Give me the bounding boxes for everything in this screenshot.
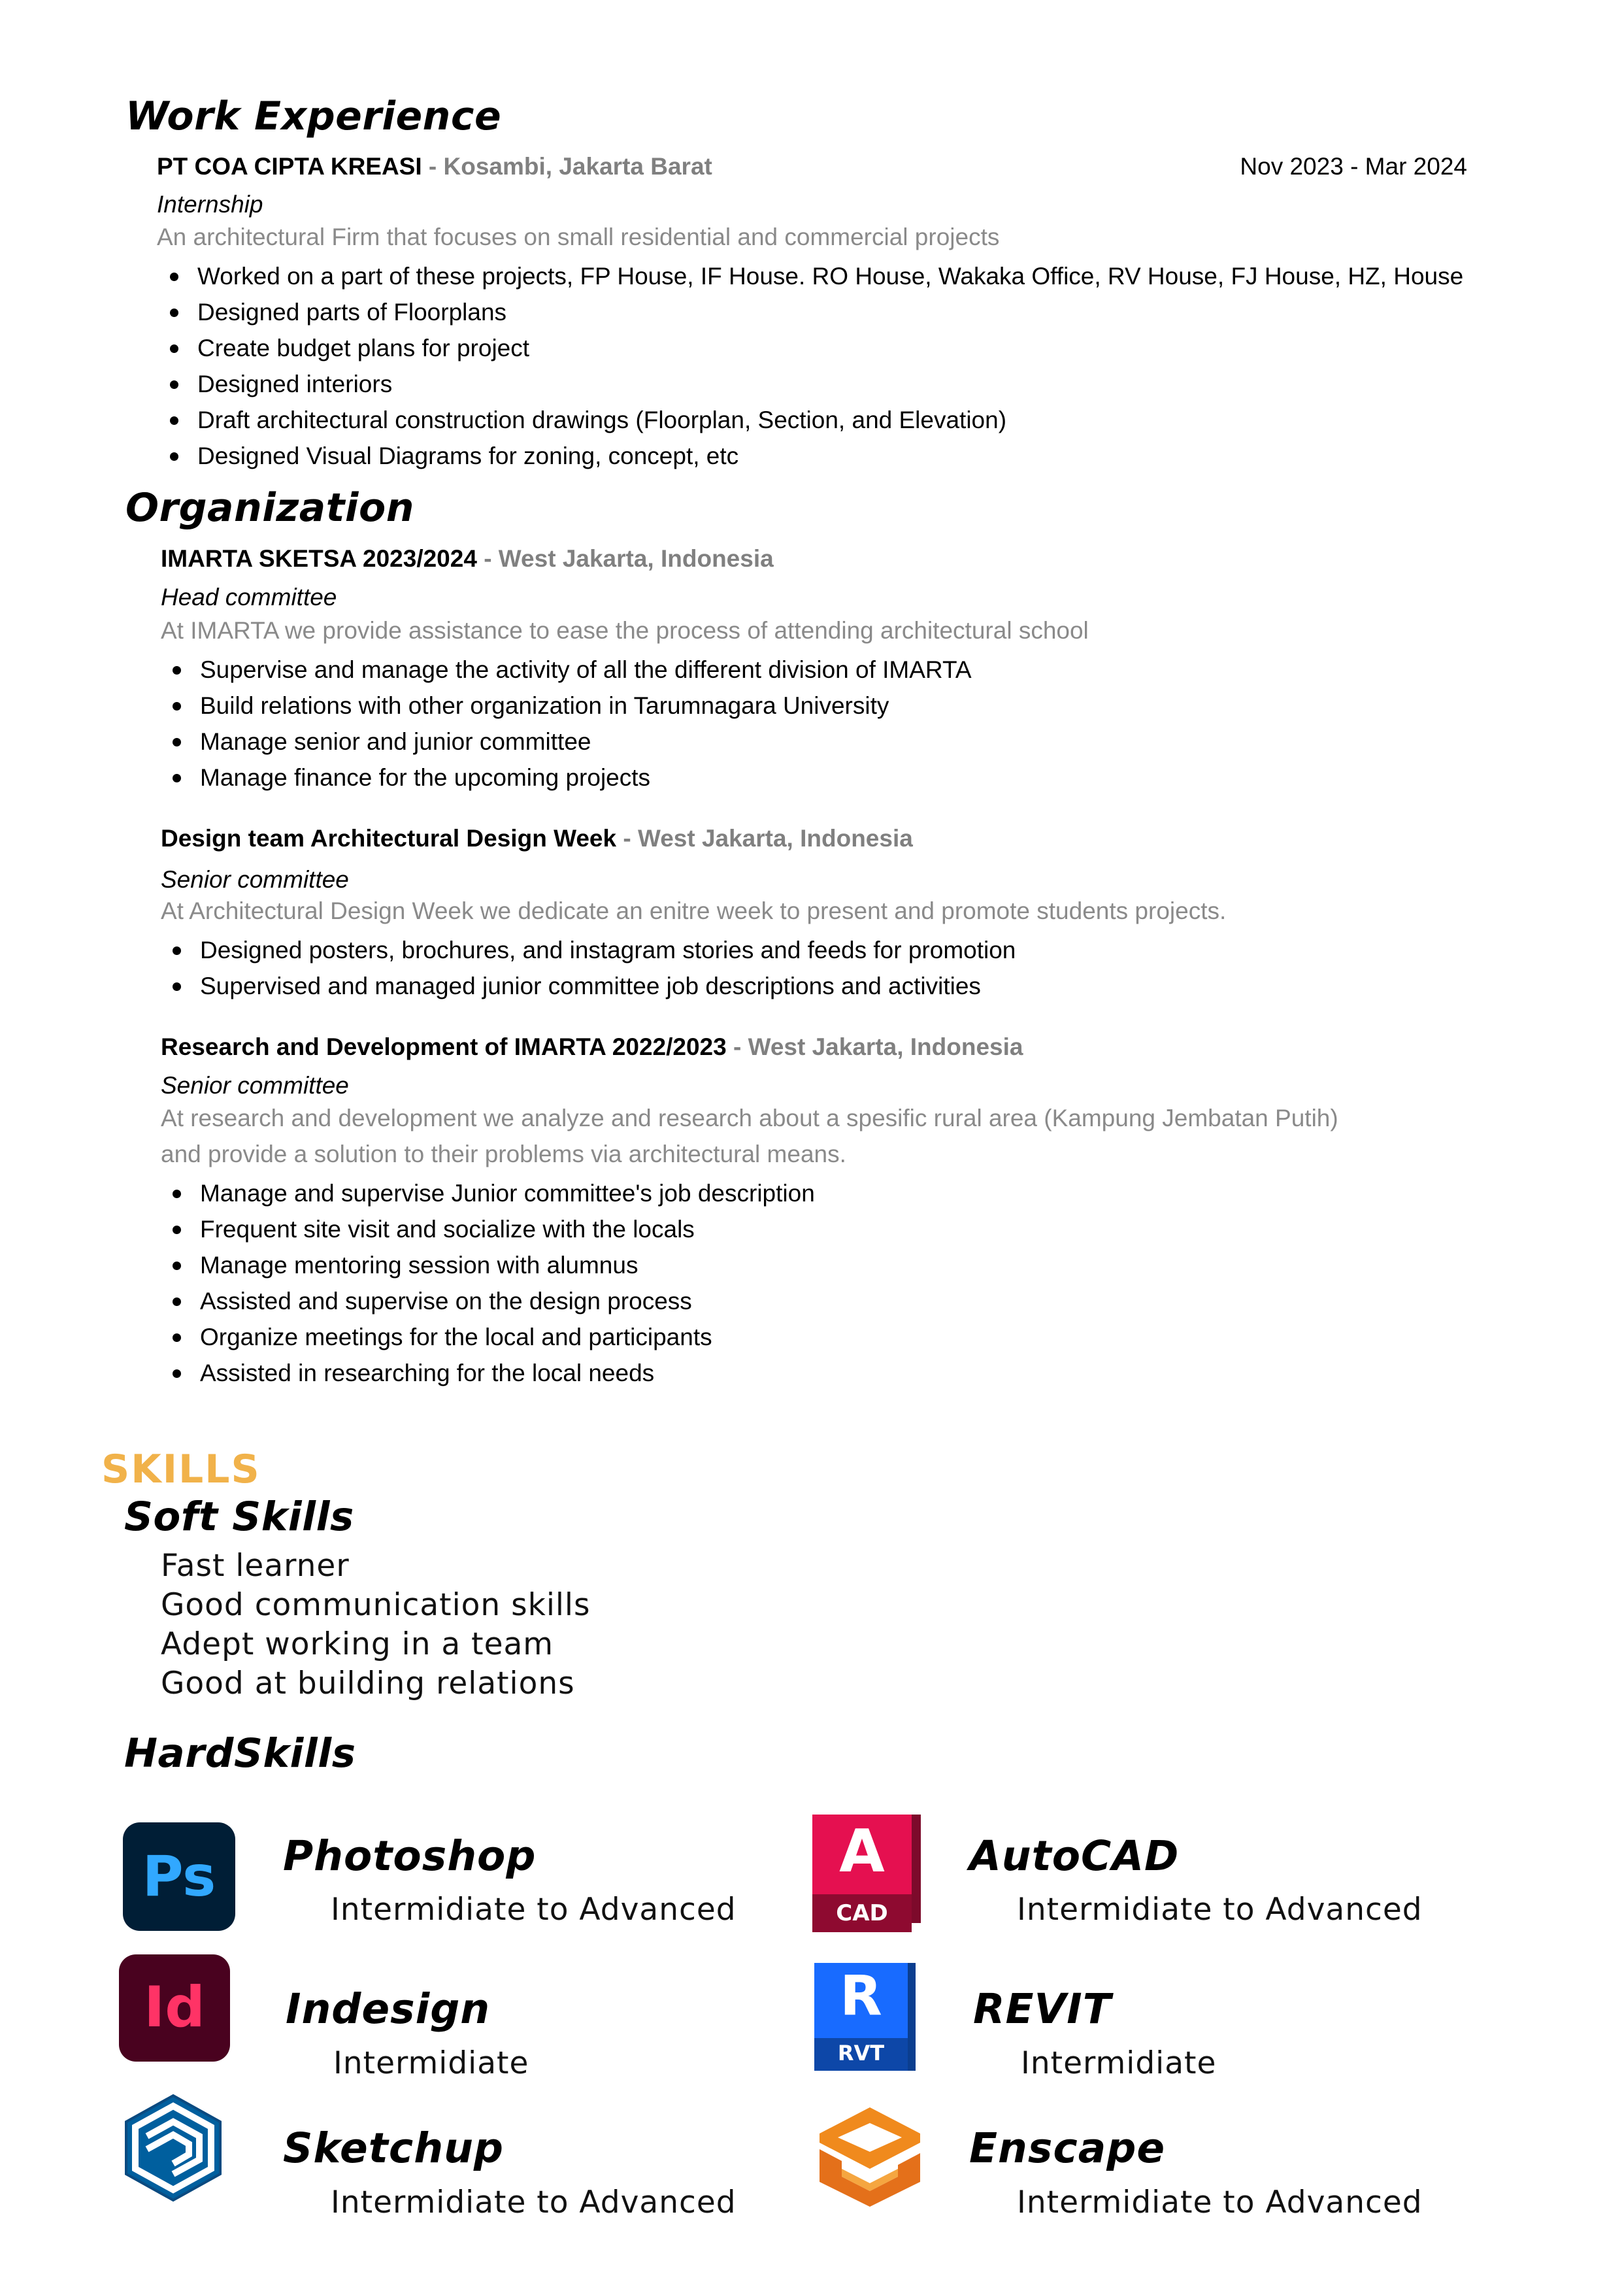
skill-level-sketchup: Intermidiate to Advanced (331, 2184, 737, 2220)
list-item: Manage mentoring session with alumnus (162, 1247, 815, 1283)
skill-name-revit: REVIT (973, 1985, 1112, 2033)
list-item: Designed Visual Diagrams for zoning, concept, etc (159, 438, 1463, 474)
list-item: Build relations with other organization in Tarumnagara University (162, 688, 972, 724)
skill-level-autocad: Intermidiate to Advanced (1017, 1892, 1423, 1928)
autocad-icon-text: A (839, 1817, 885, 1886)
org-entry-3-location: - West Jakarta, Indonesia (726, 1033, 1023, 1060)
list-item: Designed parts of Floorplans (159, 294, 1463, 330)
list-item: Manage and supervise Junior committee's job description (162, 1175, 815, 1211)
list-item: Supervise and manage the activity of all the different division of IMARTA (162, 652, 972, 688)
list-item: Frequent site visit and socialize with the locals (162, 1211, 815, 1247)
skill-name-autocad: AutoCAD (969, 1832, 1180, 1880)
revit-icon-sub: RVT (837, 2041, 885, 2066)
soft-skills-list (161, 1547, 590, 1703)
work-date: Nov 2023 - Mar 2024 (1240, 153, 1467, 180)
list-item: Manage senior and junior committee (162, 724, 972, 760)
soft-skill-item: Good communication skills (161, 1587, 591, 1623)
skill-name-enscape: Enscape (969, 2124, 1166, 2172)
org-entry-3-description-line: At research and development we analyze and research about a spesific rural area (Kampung Jembatan Putih) (161, 1105, 1338, 1131)
soft-skill-item: Good at building relations (161, 1665, 575, 1701)
hard-skills-heading: HardSkills (124, 1730, 356, 1777)
list-item: Assisted in researching for the local needs (162, 1355, 815, 1391)
org-entry-3-bullets (162, 1175, 815, 1391)
skill-level-revit: Intermidiate (1021, 2045, 1217, 2081)
skill-level-photoshop: Intermidiate to Advanced (331, 1892, 737, 1928)
enscape-icon (816, 2103, 924, 2208)
org-entry-1-name: IMARTA SKETSA 2023/2024 (161, 545, 477, 572)
indesign-icon-text: Id (144, 1975, 205, 2040)
autocad-icon (812, 1815, 921, 1932)
revit-icon (814, 1963, 916, 2071)
list-item: Assisted and supervise on the design process (162, 1283, 815, 1319)
work-company-name: PT COA CIPTA KREASI (157, 153, 422, 180)
org-entry-2-bullets (162, 932, 1016, 1004)
skill-level-indesign: Intermidiate (333, 2045, 529, 2081)
org-entry-3-name: Research and Development of IMARTA 2022/2023 (161, 1033, 727, 1060)
work-role: Internship (157, 191, 263, 218)
soft-skill-item: Adept working in a team (161, 1626, 554, 1662)
org-entry-1-location: - West Jakarta, Indonesia (476, 545, 774, 572)
list-item: Draft architectural construction drawings (Floorplan, Section, and Elevation) (159, 402, 1463, 438)
skill-name-sketchup: Sketchup (283, 2124, 505, 2172)
list-item: Designed interiors (159, 366, 1463, 402)
work-company-location: - Kosambi, Jakarta Barat (422, 153, 712, 180)
list-item: Worked on a part of these projects, FP House, IF House. RO House, Wakaka Office, RV House, FJ House, HZ, House (159, 258, 1463, 294)
org-entry-2-description: At Architectural Design Week we dedicate an enitre week to present and promote students projects. (161, 897, 1227, 924)
work-bullets (159, 258, 1463, 474)
skill-name-indesign: Indesign (286, 1985, 491, 2033)
org-entry-1-description: At IMARTA we provide assistance to ease the process of attending architectural school (161, 617, 1089, 644)
org-entry-1-bullets (162, 652, 972, 795)
org-entry-2-location: - West Jakarta, Indonesia (616, 825, 913, 852)
organization-heading: Organization (125, 485, 414, 531)
sketchup-icon (121, 2092, 225, 2203)
org-entry-1-title (161, 546, 774, 571)
org-entry-3-role: Senior committee (161, 1072, 349, 1099)
autocad-icon-sub: CAD (836, 1900, 888, 1926)
soft-skills-heading: Soft Skills (124, 1494, 354, 1540)
skill-name-photoshop: Photoshop (283, 1832, 537, 1880)
org-entry-1-role: Head committee (161, 584, 337, 611)
list-item: Supervised and managed junior committee job descriptions and activities (162, 968, 1016, 1004)
org-entry-2-title (161, 826, 913, 850)
soft-skill-item: Fast learner (161, 1548, 350, 1584)
list-item: Organize meetings for the local and participants (162, 1319, 815, 1355)
photoshop-icon-text: Ps (142, 1844, 216, 1909)
skills-label: SKILLS (101, 1447, 261, 1492)
indesign-icon (119, 1954, 230, 2062)
skill-level-enscape: Intermidiate to Advanced (1017, 2184, 1423, 2220)
list-item: Designed posters, brochures, and instagram stories and feeds for promotion (162, 932, 1016, 968)
list-item: Manage finance for the upcoming projects (162, 760, 972, 795)
org-entry-3-description-line: and provide a solution to their problems via architectural means. (161, 1141, 846, 1167)
org-entry-2-role: Senior committee (161, 866, 349, 893)
org-entry-3-title (161, 1035, 1023, 1059)
list-item: Create budget plans for project (159, 330, 1463, 366)
work-company (157, 154, 712, 178)
org-entry-3-description (161, 1100, 1599, 1172)
work-description: An architectural Firm that focuses on small residential and commercial projects (157, 224, 1000, 250)
work-experience-heading: Work Experience (125, 93, 502, 139)
revit-icon-text: R (840, 1964, 882, 2028)
photoshop-icon (123, 1822, 235, 1931)
org-entry-2-name: Design team Architectural Design Week (161, 825, 617, 852)
